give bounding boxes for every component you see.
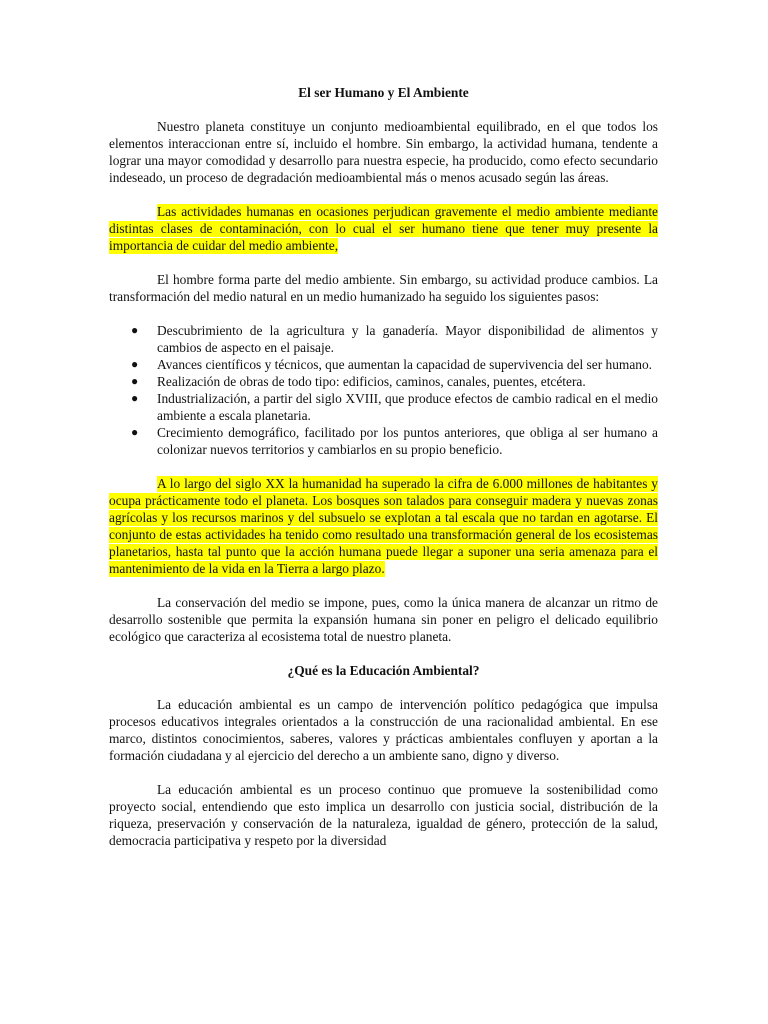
list-item: ● Crecimiento demográfico, facilitado por los puntos anteriores, que obliga al ser humano a colonizar nuevos territorios y cambiarlos en su propio beneficio. <box>131 425 658 457</box>
paragraph-highlighted-siglo-xx <box>109 475 658 577</box>
steps-list <box>109 322 658 458</box>
document-title: El ser Humano y El Ambiente <box>298 85 469 100</box>
section-heading: ¿Qué es la Educación Ambiental? <box>287 663 480 678</box>
bullet-icon: ● <box>131 374 139 388</box>
list-item: ● Realización de obras de todo tipo: edificios, caminos, canales, puentes, etcétera. <box>131 374 586 389</box>
list-item: ● Industrialización, a partir del siglo XVIII, que produce efectos de cambio radical en el medio ambiente a escala planetaria. <box>131 391 658 423</box>
document-page <box>109 84 658 866</box>
paragraph-educacion-2: La educación ambiental es un proceso continuo que promueve la sostenibilidad como proyecto social, entendiendo que esto implica un desarrollo con justicia social, distribución de la riqueza, preservación y conservación de la naturaleza, igualdad de género, protección de la salud, democracia participativa y respeto por la diversidad <box>109 782 658 848</box>
bullet-icon: ● <box>131 323 139 337</box>
highlight: Las actividades humanas en ocasiones perjudican gravemente el medio ambiente mediante distintas clases de contaminación, con lo cual el ser humano tiene que tener muy presente la importancia de cuidar del medio ambiente, <box>109 204 658 253</box>
highlight: A lo largo del siglo XX la humanidad ha superado la cifra de 6.000 millones de habitantes y ocupa prácticamente todo el planeta. Los bosques son talados para conseguir madera y nuevas zonas agrícolas y los recursos marinos y del subsuelo se explotan a tal escala que no tardan en agotarse. El conjunto de estas actividades ha tenido como resultado una transformación general de los ecosistemas planetarios, hasta tal punto que la acción humana puede llegar a suponer una seria amenaza para el mantenimiento de la vida en la Tierra a largo plazo. <box>109 476 658 576</box>
paragraph-conservacion: La conservación del medio se impone, pues, como la única manera de alcanzar un ritmo de desarrollo sostenible que permita la expansión humana sin poner en peligro el delicado equilibrio ecológico que caracteriza al ecosistema total de nuestro planeta. <box>109 595 658 644</box>
paragraph-educacion-1: La educación ambiental es un campo de intervención político pedagógica que impulsa procesos educativos integrales orientados a la construcción de una racionalidad ambiental. En ese marco, distintos conocimientos, saberes, valores y prácticas ambientales confluyen y aportan a la formación ciudadana y al ejercicio del derecho a un ambiente sano, digno y diverso. <box>109 697 658 763</box>
paragraph-highlighted-contaminacion <box>109 203 658 254</box>
bullet-icon: ● <box>131 391 139 405</box>
list-item: ● Avances científicos y técnicos, que aumentan la capacidad de supervivencia del ser humano. <box>131 357 653 372</box>
bullet-icon: ● <box>131 425 139 439</box>
bullet-icon: ● <box>131 357 139 371</box>
paragraph-pasos-intro: El hombre forma parte del medio ambiente. Sin embargo, su actividad produce cambios. La transformación del medio natural en un medio humanizado ha seguido los siguientes pasos: <box>109 272 658 304</box>
paragraph-intro: Nuestro planeta constituye un conjunto medioambiental equilibrado, en el que todos los elementos interaccionan entre sí, incluido el hombre. Sin embargo, la actividad humana, tendente a lograr una mayor comodidad y desarrollo para nuestra especie, ha producido, como efecto secundario indeseado, un proceso de degradación medioambiental más o menos acusado según las áreas. <box>109 119 658 185</box>
list-item: ● Descubrimiento de la agricultura y la ganadería. Mayor disponibilidad de alimentos y cambios de aspecto en el paisaje. <box>131 323 658 355</box>
